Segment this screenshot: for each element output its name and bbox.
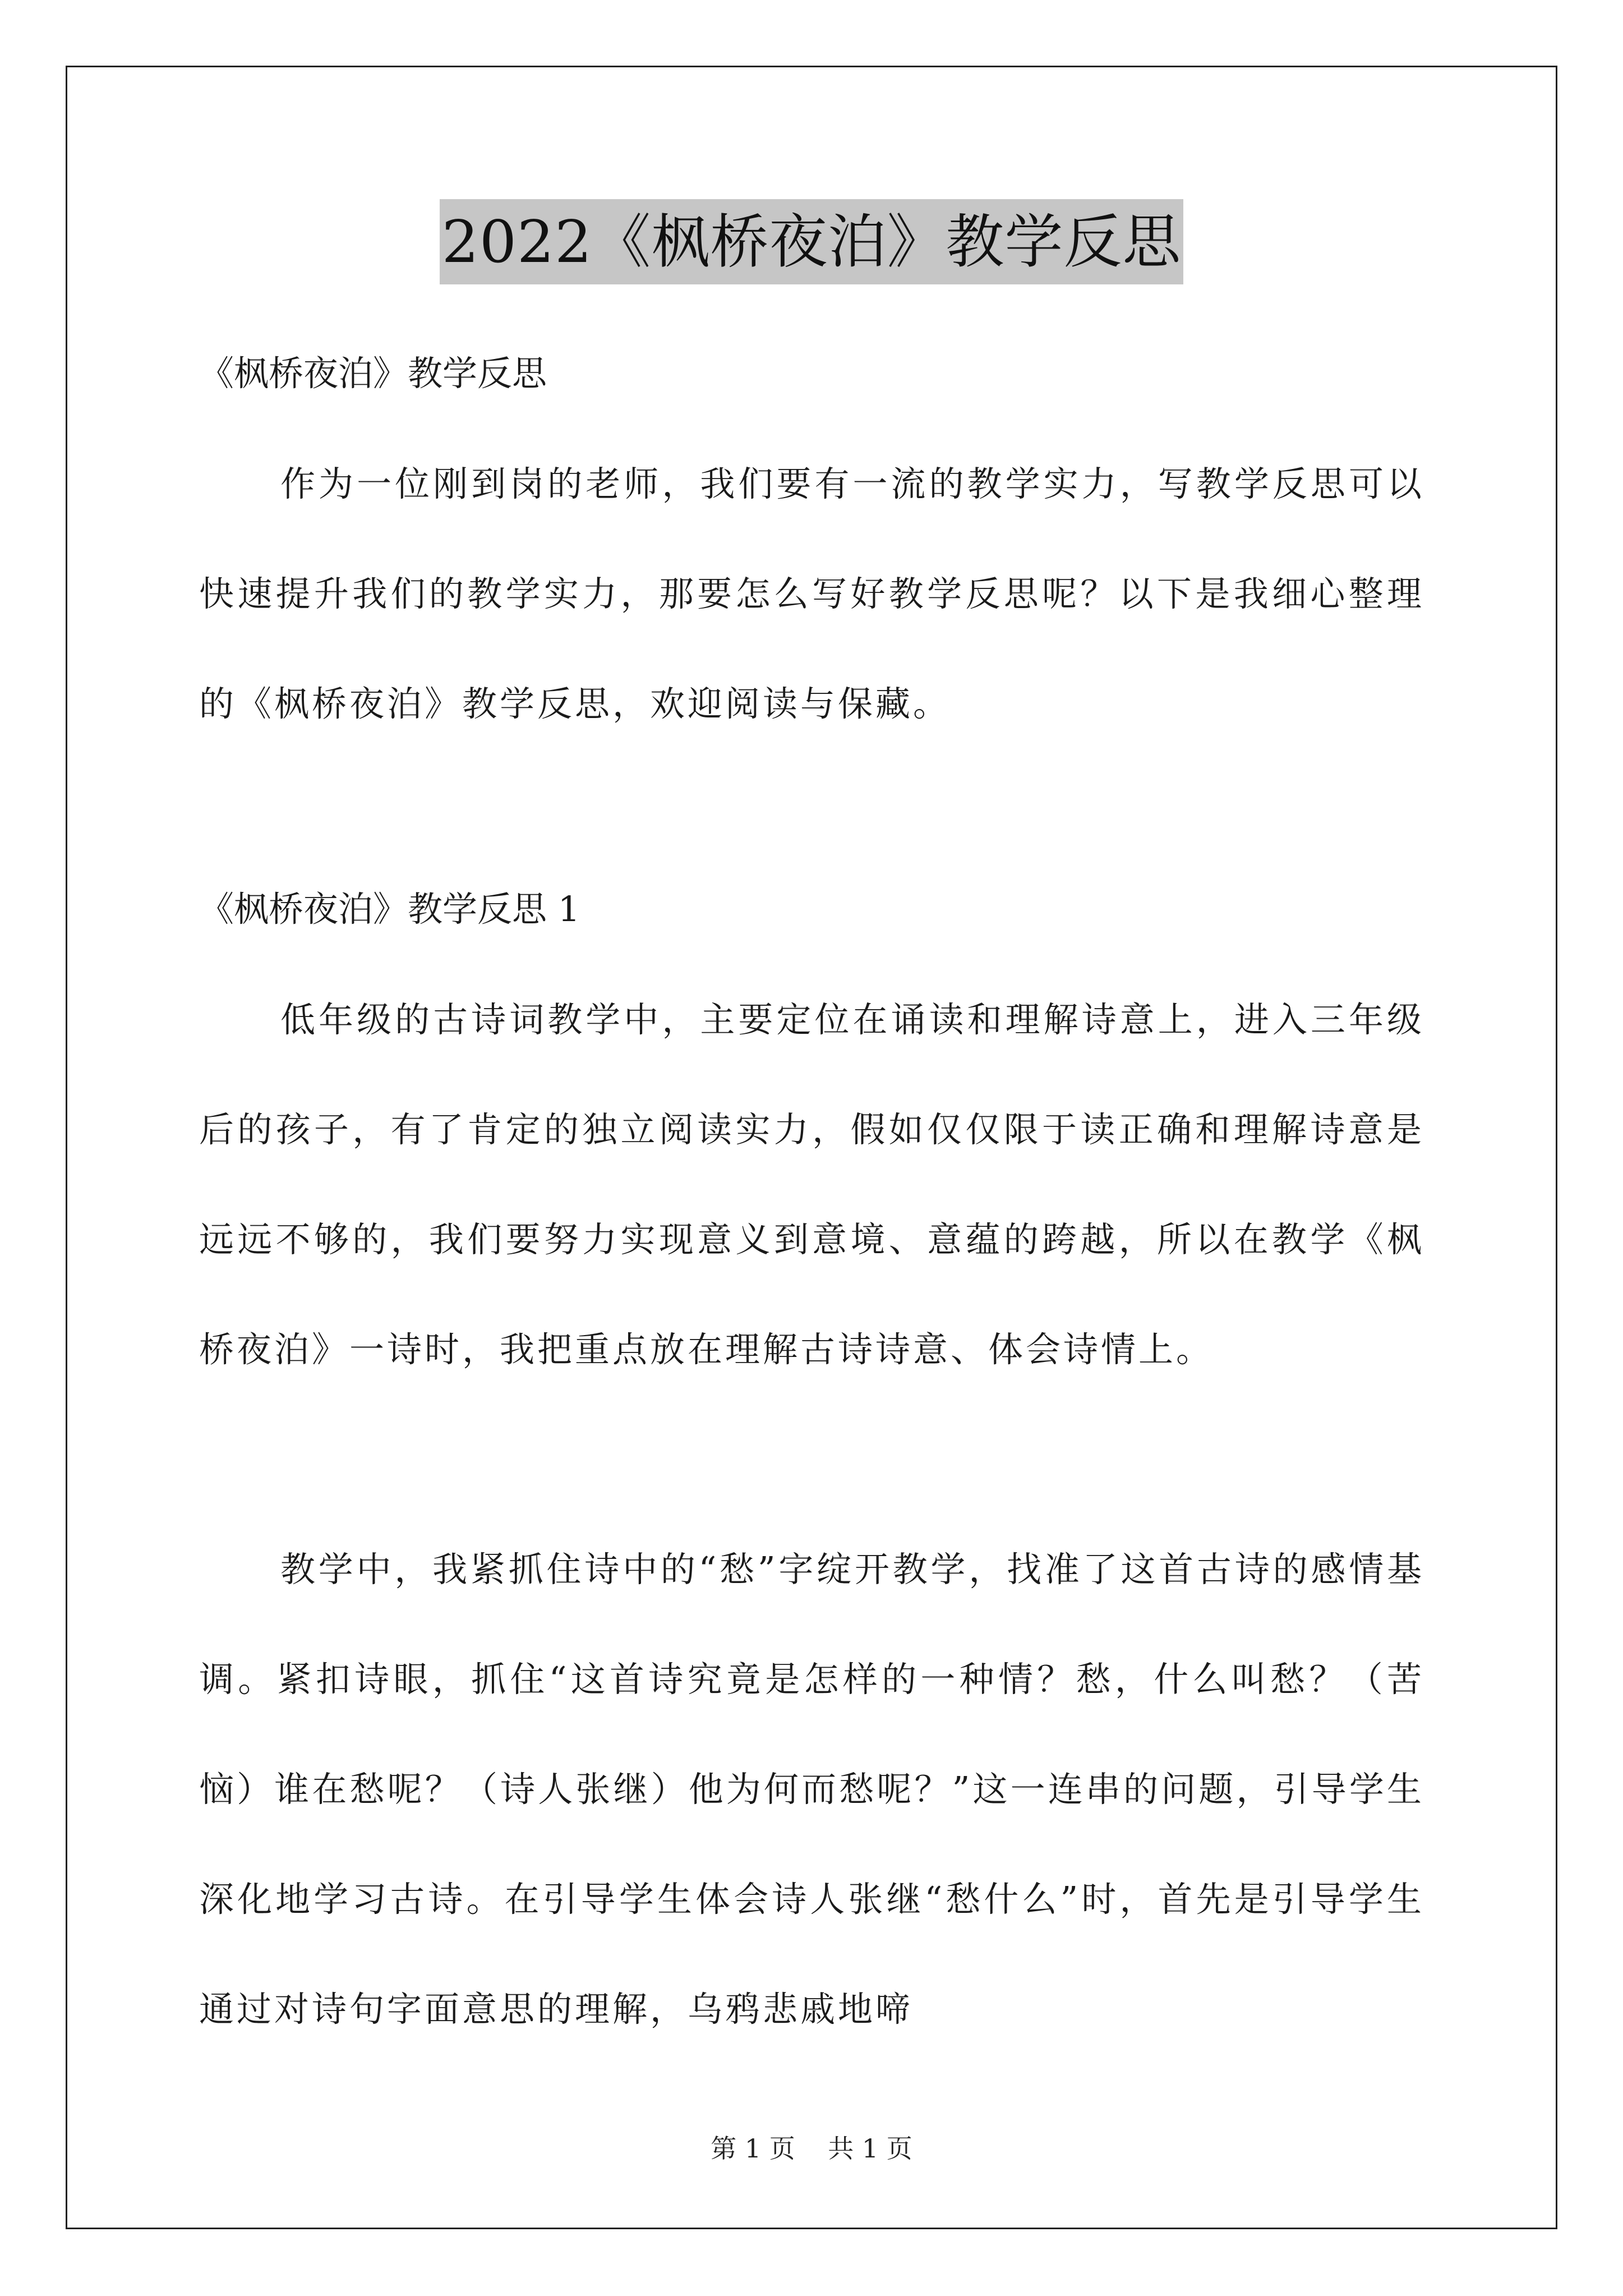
document-subtitle: 《枫桥夜泊》教学反思 — [199, 353, 547, 394]
section-paragraph-1: 低年级的古诗词教学中，主要定位在诵读和理解诗意上，进入三年级后的孩子，有了肯定的独立阅读实力，假如仅仅限于读正确和理解诗意是远远不够的，我们要努力实现意义到意境、意蕴的跨越，所以在教学《枫桥夜泊》一诗时，我把重点放在理解古诗诗意、体会诗情上。 — [199, 999, 1424, 1370]
section-paragraph-2: 教学中，我紧抓住诗中的“愁”字绽开教学，找准了这首古诗的感情基调。紧扣诗眼，抓住“这首诗究竟是怎样的一种情？愁，什么叫愁？（苦恼）谁在愁呢？（诗人张继）他为何而愁呢？”这一连串的问题，引导学生深化地学习古诗。在引导学生体会诗人张继“愁什么”时，首先是引导学生通过对诗句字面意思的理解，乌鸦悲戚地啼 — [199, 1549, 1424, 2030]
document-title: 2022《枫桥夜泊》教学反思 — [440, 199, 1184, 284]
intro-paragraph: 作为一位刚到岗的老师，我们要有一流的教学实力，写教学反思可以快速提升我们的教学实力，那要怎么写好教学反思呢？以下是我细心整理的《枫桥夜泊》教学反思，欢迎阅读与保藏。 — [199, 463, 1424, 724]
section-heading: 《枫桥夜泊》教学反思 1 — [199, 889, 580, 930]
title-container — [0, 199, 1623, 284]
page-footer: 第 1 页 共 1 页 — [711, 2133, 912, 2164]
